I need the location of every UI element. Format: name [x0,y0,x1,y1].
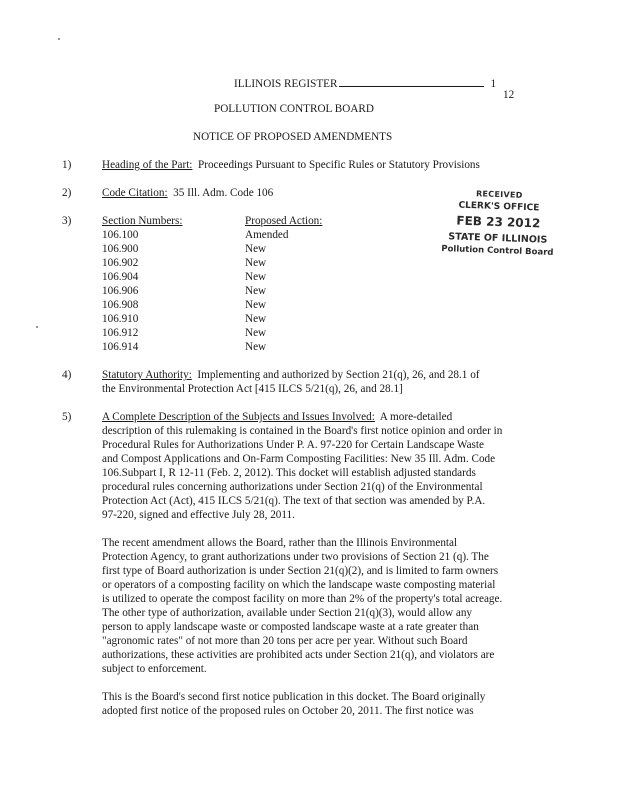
description-paragraph-3 [102,690,522,718]
section-row [102,340,422,354]
heading-of-part [102,158,480,172]
section-number: 106.100 [102,229,139,241]
register-title: ILLINOIS REGISTER [234,78,338,90]
paragraph-line: first type of Board authorization is under Section 21(q)(2), and is limited to farm owners [102,565,499,577]
item-number: 3) [62,215,72,227]
paragraph-line: Procedural Rules for Authorizations Under P. A. 97-220 for Certain Landscape Waste [102,439,484,451]
section-action: New [245,327,267,339]
paragraph-line: Protection Agency, to grant authorizations under two provisions of Section 21 (q). The [102,551,489,563]
board-title: POLLUTION CONTROL BOARD [214,103,374,115]
section-number: 106.906 [102,285,139,297]
section-numbers-header: Section Numbers: [102,215,183,227]
description-label: A Complete Description of the Subjects and Issues Involved: [102,411,375,423]
paragraph-line: This is the Board's second first notice publication in this docket. The Board originally [102,691,486,703]
stamp-state: STATE OF ILLINOIS [448,231,548,246]
scan-speck [36,326,38,328]
section-action: Amended [245,229,289,241]
register-page-number: 1 [490,78,497,90]
authority-label: Statutory Authority: [102,369,192,381]
heading-label: Heading of the Part: [102,159,193,171]
section-number: 106.904 [102,271,139,283]
section-action: New [245,341,267,353]
section-action: New [245,285,267,297]
section-row [102,270,422,284]
paragraph-line: The recent amendment allows the Board, rather than the Illinois Environmental [102,537,458,549]
section-action: New [245,257,267,269]
description-lead: A more-detailed [379,411,453,423]
paragraph-line: or operators of a composting facility on which the landscape waste composting material [102,579,496,591]
issue-number: 12 [503,89,515,101]
stamp-received: RECEIVED [475,189,523,200]
received-stamp [430,186,565,281]
paragraph-line: procedural rules concerning authorizations under Section 21(q) of the Environmental [102,481,483,493]
section-row [102,256,422,270]
section-row [102,228,422,242]
scan-speck [58,38,60,40]
paragraph-line: 97-220, signed and effective July 28, 2011. [102,509,295,521]
paragraph-line: 106.Subpart I, R 12-11 (Feb. 2, 2012). This docket will establish adjusted standards [102,467,476,479]
section-number: 106.910 [102,313,139,325]
section-number: 106.908 [102,299,139,311]
header-rule [339,76,484,87]
section-row [102,298,422,312]
section-number: 106.912 [102,327,139,339]
item-number: 1) [62,159,72,171]
section-row [102,326,422,340]
sections-header-row [102,214,422,228]
heading-text: Proceedings Pursuant to Specific Rules or Statutory Provisions [198,159,480,171]
paragraph-line: description of this rulemaking is contained in the Board's first notice opinion and order in [102,425,503,437]
description-paragraph-2 [102,536,522,676]
code-citation [102,186,273,200]
proposed-action-header: Proposed Action: [245,215,323,227]
item-number: 4) [62,369,72,381]
code-label: Code Citation: [102,187,168,199]
description-paragraph-1 [102,424,522,522]
authority-text: Implementing and authorized by Section 21(q), 26, and 28.1 of [197,369,480,381]
paragraph-line: "agronomic rates" of not more than 20 tons per acre per year. Without such Board [102,635,468,647]
paragraph-line: The other type of authorization, available under Section 21(q)(3), would allow any [102,607,473,619]
section-number: 106.914 [102,341,139,353]
stamp-clerk-office: CLERK'S OFFICE [458,200,540,214]
item-number: 2) [62,187,72,199]
section-action: New [245,299,267,311]
section-number: 106.902 [102,257,139,269]
description-heading [102,410,452,424]
authority-text-line2: the Environmental Protection Act [415 ILCS 5/21(q), 26, and 28.1] [102,383,403,395]
stamp-date: FEB 23 2012 [456,213,541,231]
register-header [234,76,496,91]
section-action: New [245,243,267,255]
paragraph-line: subject to enforcement. [102,663,207,675]
paragraph-line: authorizations, these activities are prohibited acts under Section 21(q), and violators are [102,649,495,661]
stamp-board: Pollution Control Board [441,244,554,258]
section-row [102,312,422,326]
notice-title: NOTICE OF PROPOSED AMENDMENTS [193,131,393,143]
paragraph-line: and Compost Applications and On-Farm Composting Facilities: New 35 Ill. Adm. Code [102,453,496,465]
section-action: New [245,271,267,283]
statutory-authority [102,368,480,382]
paragraph-line: adopted first notice of the proposed rules on October 20, 2011. The first notice was [102,705,474,717]
section-number: 106.900 [102,243,139,255]
paragraph-line: person to apply landscape waste or composted landscape waste at a rate greater than [102,621,479,633]
section-row [102,284,422,298]
code-text: 35 Ill. Adm. Code 106 [173,187,274,199]
paragraph-line: Protection Act (Act), 415 ILCS 5/21(q). The text of that section was amended by P.A. [102,495,486,507]
section-action: New [245,313,267,325]
item-number: 5) [62,411,72,423]
paragraph-line: is utilized to operate the compost facility on more than 2% of the property's total acreage. [102,593,503,605]
section-row [102,242,422,256]
